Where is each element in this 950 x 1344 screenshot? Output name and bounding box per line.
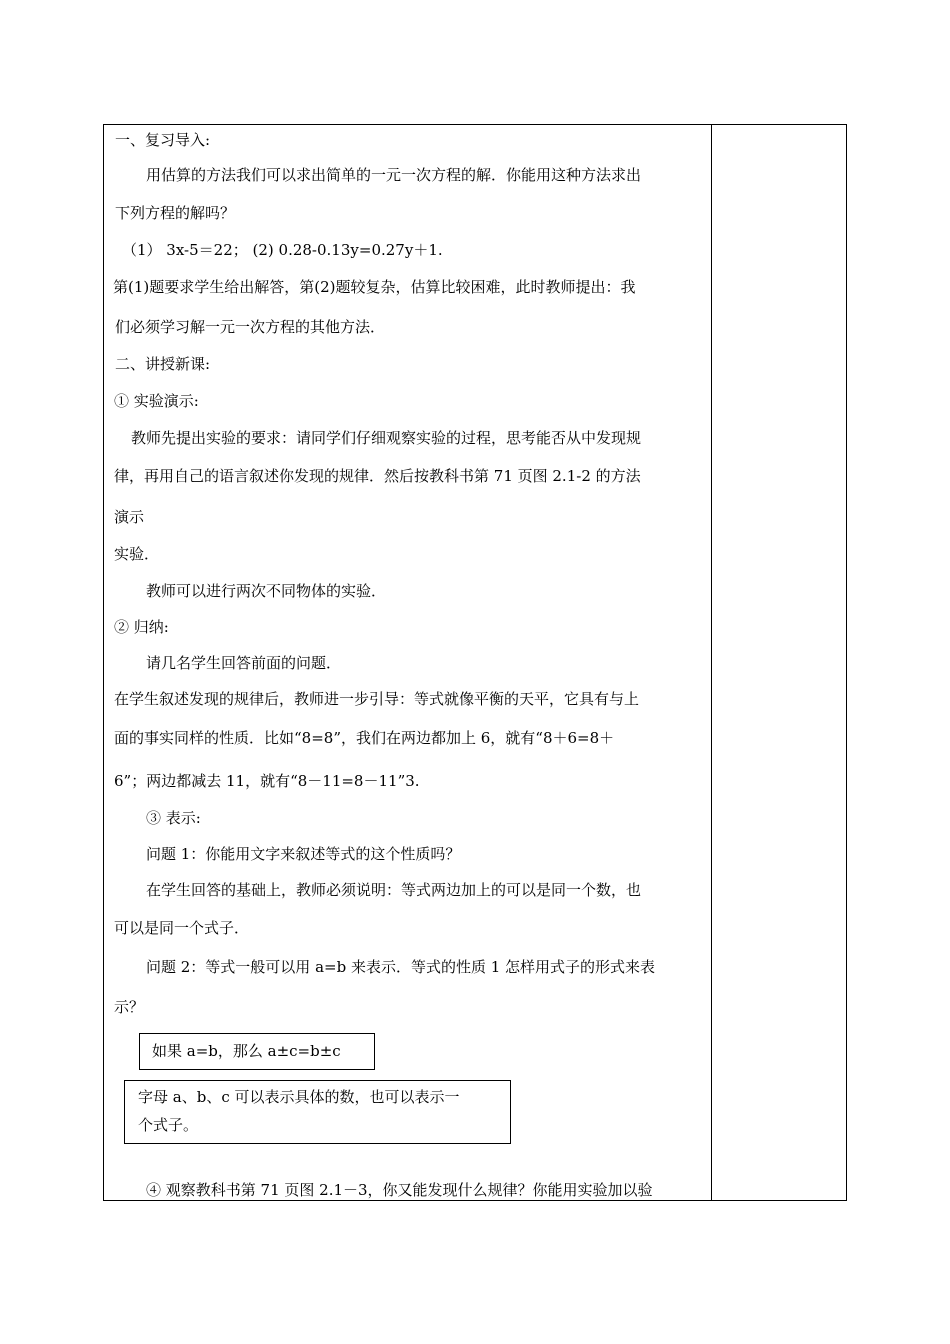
- paragraph-line: 教师可以进行两次不同物体的实验．: [146, 582, 387, 600]
- paragraph-line: 们必须学习解一元一次方程的其他方法．: [115, 318, 386, 336]
- formula-text: 如果 a=b，那么 a±c=b±c: [152, 1042, 341, 1060]
- note-box: [124, 1080, 511, 1144]
- paragraph-line: 下列方程的解吗？: [115, 204, 236, 222]
- paragraph-line: 用估算的方法我们可以求出简单的一元一次方程的解．你能用这种方法求出: [146, 166, 642, 184]
- paragraph-line: 6”；两边都减去 11，就有“8－11=8－11”3.: [114, 772, 420, 790]
- equations-line: （1） 3x-5＝22； (2) 0.28-0.13y=0.27y＋1.: [122, 241, 443, 259]
- paragraph-line: 实验．: [114, 545, 160, 563]
- note-text-line: 字母 a、b、c 可以表示具体的数，也可以表示一: [138, 1088, 460, 1106]
- paragraph-line: 教师先提出实验的要求：请同学们仔细观察实验的过程，思考能否从中发现规: [131, 429, 642, 447]
- paragraph-line: 可以是同一个式子．: [114, 919, 250, 937]
- subheading-experiment: ① 实验演示:: [114, 392, 199, 410]
- paragraph-line: 面的事实同样的性质．比如“8=8”，我们在两边都加上 6，就有“8＋6=8＋: [114, 729, 615, 747]
- question-1: 问题 1：你能用文字来叙述等式的这个性质吗？: [146, 845, 461, 863]
- paragraph-line: 演示: [114, 508, 145, 526]
- question-2: 问题 2：等式一般可以用 a=b 来表示．等式的性质 1 怎样用式子的形式来表: [146, 958, 656, 976]
- heading-review: 一、复习导入:: [115, 131, 211, 149]
- subheading-observation: ④ 观察教科书第 71 页图 2.1－3，你又能发现什么规律？你能用实验加以验: [146, 1181, 653, 1199]
- paragraph-line: 律，再用自己的语言叙述你发现的规律．然后按教科书第 71 页图 2.1-2 的方法: [114, 467, 641, 485]
- paragraph-line: 示？: [114, 998, 145, 1016]
- paragraph-line: 第(1)题要求学生给出解答，第(2)题较复杂，估算比较困难，此时教师提出：我: [113, 278, 636, 296]
- paragraph-line: 请几名学生回答前面的问题．: [146, 654, 342, 672]
- subheading-induction: ② 归纳:: [114, 618, 169, 636]
- note-text-line: 个式子。: [138, 1116, 199, 1134]
- heading-new-lesson: 二、讲授新课:: [115, 355, 211, 373]
- paragraph-line: 在学生回答的基础上，教师必须说明：等式两边加上的可以是同一个数，也: [146, 881, 642, 899]
- paragraph-line: 在学生叙述发现的规律后，教师进一步引导：等式就像平衡的天平，它具有与上: [114, 690, 640, 708]
- formula-box: [139, 1033, 375, 1070]
- subheading-representation: ③ 表示:: [146, 809, 201, 827]
- table-column-divider: [711, 124, 712, 1201]
